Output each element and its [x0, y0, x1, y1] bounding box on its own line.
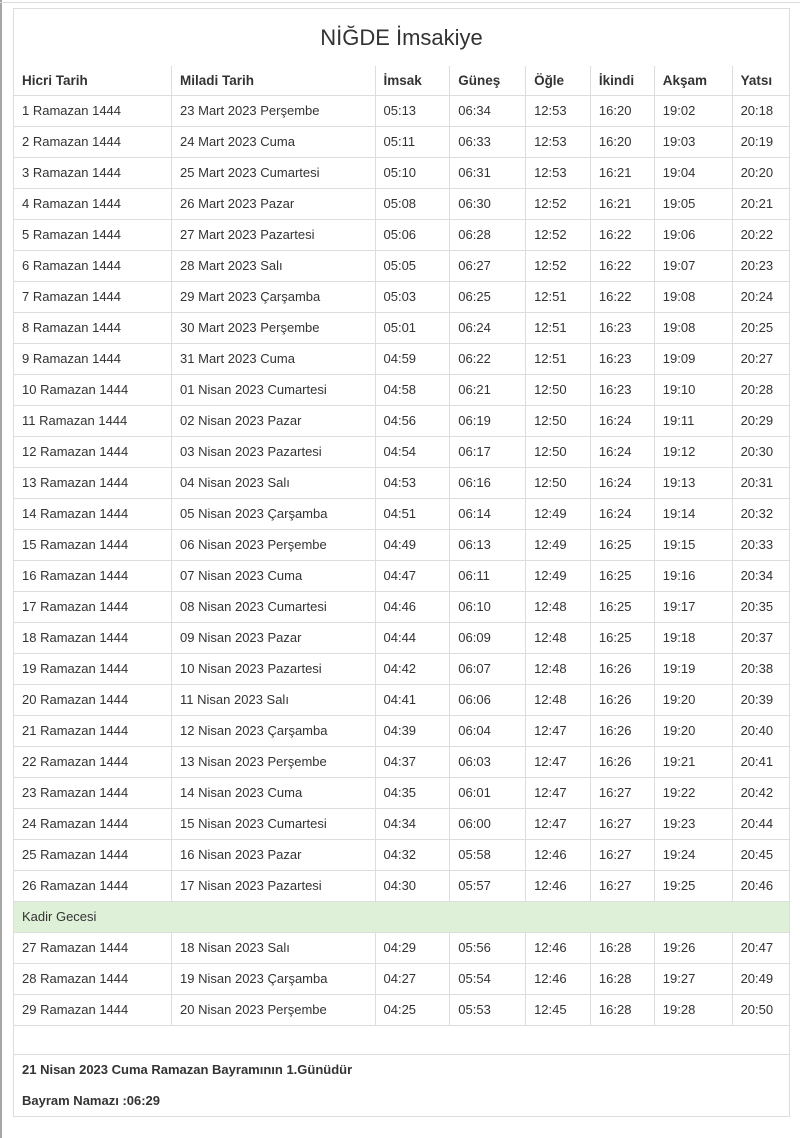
table-row: [14, 933, 789, 964]
cell-yatsi: 20:38: [732, 654, 789, 685]
cell-hicri-tarih: 2 Ramazan 1444: [14, 127, 172, 158]
table-row: [14, 499, 789, 530]
cell-yatsi: 20:18: [732, 96, 789, 127]
cell-gunes: 05:53: [450, 995, 526, 1026]
cell-miladi-tarih: 30 Mart 2023 Perşembe: [172, 313, 375, 344]
cell-aksam: 19:21: [654, 747, 732, 778]
cell-hicri-tarih: 1 Ramazan 1444: [14, 96, 172, 127]
table-row: [14, 158, 789, 189]
cell-gunes: 05:58: [450, 840, 526, 871]
cell-ogle: 12:50: [526, 375, 591, 406]
cell-hicri-tarih: 4 Ramazan 1444: [14, 189, 172, 220]
cell-miladi-tarih: 18 Nisan 2023 Salı: [172, 933, 375, 964]
table-row: [14, 406, 789, 437]
cell-ikindi: 16:22: [590, 251, 654, 282]
cell-ikindi: 16:26: [590, 747, 654, 778]
cell-ogle: 12:47: [526, 716, 591, 747]
footer-note-cell: [14, 1055, 789, 1117]
table-row: [14, 530, 789, 561]
cell-yatsi: 20:49: [732, 964, 789, 995]
cell-aksam: 19:11: [654, 406, 732, 437]
cell-gunes: 06:25: [450, 282, 526, 313]
cell-imsak: 04:51: [375, 499, 450, 530]
cell-miladi-tarih: 31 Mart 2023 Cuma: [172, 344, 375, 375]
page-title: NİĞDE İmsakiye: [320, 25, 483, 50]
cell-ogle: 12:51: [526, 313, 591, 344]
table-row: [14, 313, 789, 344]
cell-aksam: 19:26: [654, 933, 732, 964]
cell-aksam: 19:06: [654, 220, 732, 251]
cell-hicri-tarih: 7 Ramazan 1444: [14, 282, 172, 313]
cell-miladi-tarih: 05 Nisan 2023 Çarşamba: [172, 499, 375, 530]
cell-yatsi: 20:30: [732, 437, 789, 468]
column-header-aksam: Akşam: [654, 66, 732, 96]
cell-gunes: 06:21: [450, 375, 526, 406]
cell-hicri-tarih: 26 Ramazan 1444: [14, 871, 172, 902]
cell-miladi-tarih: 29 Mart 2023 Çarşamba: [172, 282, 375, 313]
cell-yatsi: 20:29: [732, 406, 789, 437]
cell-ogle: 12:49: [526, 499, 591, 530]
cell-ikindi: 16:21: [590, 189, 654, 220]
cell-miladi-tarih: 26 Mart 2023 Pazar: [172, 189, 375, 220]
cell-aksam: 19:15: [654, 530, 732, 561]
cell-yatsi: 20:28: [732, 375, 789, 406]
cell-gunes: 06:04: [450, 716, 526, 747]
table-row: [14, 220, 789, 251]
cell-ikindi: 16:27: [590, 840, 654, 871]
cell-imsak: 04:25: [375, 995, 450, 1026]
cell-ikindi: 16:25: [590, 623, 654, 654]
cell-aksam: 19:25: [654, 871, 732, 902]
cell-gunes: 06:24: [450, 313, 526, 344]
cell-ogle: 12:45: [526, 995, 591, 1026]
cell-imsak: 04:49: [375, 530, 450, 561]
imsakiye-panel: [13, 8, 790, 1117]
cell-ogle: 12:51: [526, 282, 591, 313]
table-row: [14, 592, 789, 623]
column-header-miladi-tarih: Miladi Tarih: [172, 66, 375, 96]
cell-yatsi: 20:44: [732, 809, 789, 840]
cell-yatsi: 20:45: [732, 840, 789, 871]
cell-aksam: 19:10: [654, 375, 732, 406]
cell-imsak: 04:54: [375, 437, 450, 468]
cell-ikindi: 16:25: [590, 592, 654, 623]
cell-ogle: 12:49: [526, 530, 591, 561]
cell-yatsi: 20:40: [732, 716, 789, 747]
cell-yatsi: 20:19: [732, 127, 789, 158]
cell-ogle: 12:46: [526, 964, 591, 995]
cell-yatsi: 20:33: [732, 530, 789, 561]
table-row: [14, 964, 789, 995]
table-row: [14, 654, 789, 685]
spacer-row: [14, 1026, 789, 1055]
cell-aksam: 19:13: [654, 468, 732, 499]
table-row: [14, 716, 789, 747]
cell-ikindi: 16:26: [590, 716, 654, 747]
table-row: [14, 127, 789, 158]
cell-aksam: 19:14: [654, 499, 732, 530]
bayram-day-note: 21 Nisan 2023 Cuma Ramazan Bayramının 1.Günüdür: [22, 1062, 353, 1077]
cell-miladi-tarih: 04 Nisan 2023 Salı: [172, 468, 375, 499]
cell-miladi-tarih: 15 Nisan 2023 Cumartesi: [172, 809, 375, 840]
cell-hicri-tarih: 21 Ramazan 1444: [14, 716, 172, 747]
cell-miladi-tarih: 20 Nisan 2023 Perşembe: [172, 995, 375, 1026]
cell-hicri-tarih: 27 Ramazan 1444: [14, 933, 172, 964]
cell-imsak: 04:53: [375, 468, 450, 499]
cell-aksam: 19:19: [654, 654, 732, 685]
cell-gunes: 06:06: [450, 685, 526, 716]
cell-imsak: 04:27: [375, 964, 450, 995]
cell-yatsi: 20:24: [732, 282, 789, 313]
cell-gunes: 05:57: [450, 871, 526, 902]
cell-imsak: 05:03: [375, 282, 450, 313]
cell-gunes: 06:07: [450, 654, 526, 685]
table-row: [14, 282, 789, 313]
cell-gunes: 05:54: [450, 964, 526, 995]
cell-ogle: 12:47: [526, 747, 591, 778]
cell-imsak: 04:56: [375, 406, 450, 437]
cell-aksam: 19:02: [654, 96, 732, 127]
cell-yatsi: 20:35: [732, 592, 789, 623]
cell-ikindi: 16:24: [590, 468, 654, 499]
cell-ogle: 12:50: [526, 406, 591, 437]
cell-hicri-tarih: 15 Ramazan 1444: [14, 530, 172, 561]
bayram-prayer-time-note: Bayram Namazı :06:29: [22, 1093, 161, 1108]
cell-ikindi: 16:24: [590, 406, 654, 437]
cell-imsak: 04:59: [375, 344, 450, 375]
cell-hicri-tarih: 3 Ramazan 1444: [14, 158, 172, 189]
cell-hicri-tarih: 22 Ramazan 1444: [14, 747, 172, 778]
cell-ikindi: 16:27: [590, 871, 654, 902]
cell-ikindi: 16:28: [590, 964, 654, 995]
screen-edge-left: [0, 0, 2, 1138]
cell-miladi-tarih: 06 Nisan 2023 Perşembe: [172, 530, 375, 561]
table-row: [14, 995, 789, 1026]
cell-ogle: 12:52: [526, 251, 591, 282]
cell-aksam: 19:08: [654, 282, 732, 313]
table-row: [14, 375, 789, 406]
cell-miladi-tarih: 23 Mart 2023 Perşembe: [172, 96, 375, 127]
cell-ikindi: 16:23: [590, 344, 654, 375]
cell-imsak: 04:46: [375, 592, 450, 623]
cell-ikindi: 16:26: [590, 654, 654, 685]
cell-yatsi: 20:23: [732, 251, 789, 282]
cell-miladi-tarih: 16 Nisan 2023 Pazar: [172, 840, 375, 871]
cell-hicri-tarih: 16 Ramazan 1444: [14, 561, 172, 592]
cell-ogle: 12:48: [526, 654, 591, 685]
cell-ikindi: 16:20: [590, 127, 654, 158]
cell-miladi-tarih: 10 Nisan 2023 Pazartesi: [172, 654, 375, 685]
cell-aksam: 19:12: [654, 437, 732, 468]
cell-gunes: 05:56: [450, 933, 526, 964]
cell-imsak: 04:30: [375, 871, 450, 902]
cell-imsak: 04:41: [375, 685, 450, 716]
cell-aksam: 19:03: [654, 127, 732, 158]
cell-aksam: 19:07: [654, 251, 732, 282]
cell-ikindi: 16:20: [590, 96, 654, 127]
cell-ogle: 12:53: [526, 158, 591, 189]
cell-imsak: 05:11: [375, 127, 450, 158]
cell-imsak: 04:29: [375, 933, 450, 964]
cell-ogle: 12:50: [526, 437, 591, 468]
cell-ikindi: 16:28: [590, 933, 654, 964]
cell-yatsi: 20:47: [732, 933, 789, 964]
cell-ikindi: 16:24: [590, 437, 654, 468]
column-header-hicri-tarih: Hicri Tarih: [14, 66, 172, 96]
column-header-yatsi: Yatsı: [732, 66, 789, 96]
cell-imsak: 04:58: [375, 375, 450, 406]
cell-yatsi: 20:42: [732, 778, 789, 809]
cell-miladi-tarih: 03 Nisan 2023 Pazartesi: [172, 437, 375, 468]
cell-miladi-tarih: 19 Nisan 2023 Çarşamba: [172, 964, 375, 995]
table-row: [14, 561, 789, 592]
cell-hicri-tarih: 18 Ramazan 1444: [14, 623, 172, 654]
table-row: [14, 344, 789, 375]
cell-gunes: 06:33: [450, 127, 526, 158]
cell-miladi-tarih: 02 Nisan 2023 Pazar: [172, 406, 375, 437]
cell-ogle: 12:48: [526, 623, 591, 654]
cell-imsak: 05:06: [375, 220, 450, 251]
cell-imsak: 04:39: [375, 716, 450, 747]
cell-aksam: 19:09: [654, 344, 732, 375]
cell-imsak: 05:08: [375, 189, 450, 220]
table-header: [14, 66, 789, 96]
cell-ogle: 12:46: [526, 840, 591, 871]
cell-hicri-tarih: 10 Ramazan 1444: [14, 375, 172, 406]
column-header-gunes: Güneş: [450, 66, 526, 96]
cell-aksam: 19:08: [654, 313, 732, 344]
cell-ogle: 12:53: [526, 127, 591, 158]
cell-miladi-tarih: 09 Nisan 2023 Pazar: [172, 623, 375, 654]
cell-aksam: 19:23: [654, 809, 732, 840]
kadir-gecesi-cell: Kadir Gecesi: [14, 902, 789, 933]
cell-yatsi: 20:31: [732, 468, 789, 499]
cell-miladi-tarih: 11 Nisan 2023 Salı: [172, 685, 375, 716]
cell-ogle: 12:46: [526, 871, 591, 902]
table-row: [14, 747, 789, 778]
table-row: [14, 623, 789, 654]
cell-hicri-tarih: 20 Ramazan 1444: [14, 685, 172, 716]
cell-miladi-tarih: 17 Nisan 2023 Pazartesi: [172, 871, 375, 902]
table-row: [14, 189, 789, 220]
cell-miladi-tarih: 13 Nisan 2023 Perşembe: [172, 747, 375, 778]
cell-ikindi: 16:22: [590, 282, 654, 313]
cell-imsak: 05:13: [375, 96, 450, 127]
cell-ikindi: 16:21: [590, 158, 654, 189]
column-header-ikindi: İkindi: [590, 66, 654, 96]
cell-imsak: 05:10: [375, 158, 450, 189]
cell-gunes: 06:34: [450, 96, 526, 127]
cell-hicri-tarih: 8 Ramazan 1444: [14, 313, 172, 344]
cell-aksam: 19:16: [654, 561, 732, 592]
cell-gunes: 06:16: [450, 468, 526, 499]
cell-hicri-tarih: 9 Ramazan 1444: [14, 344, 172, 375]
kadir-gecesi-row: [14, 902, 789, 933]
cell-yatsi: 20:25: [732, 313, 789, 344]
header-row: [14, 66, 789, 96]
cell-miladi-tarih: 12 Nisan 2023 Çarşamba: [172, 716, 375, 747]
cell-hicri-tarih: 11 Ramazan 1444: [14, 406, 172, 437]
cell-miladi-tarih: 24 Mart 2023 Cuma: [172, 127, 375, 158]
cell-yatsi: 20:41: [732, 747, 789, 778]
cell-ikindi: 16:23: [590, 375, 654, 406]
cell-yatsi: 20:37: [732, 623, 789, 654]
cell-gunes: 06:19: [450, 406, 526, 437]
table-row: [14, 778, 789, 809]
cell-aksam: 19:17: [654, 592, 732, 623]
cell-hicri-tarih: 6 Ramazan 1444: [14, 251, 172, 282]
cell-imsak: 04:37: [375, 747, 450, 778]
cell-hicri-tarih: 14 Ramazan 1444: [14, 499, 172, 530]
cell-ikindi: 16:26: [590, 685, 654, 716]
cell-yatsi: 20:46: [732, 871, 789, 902]
cell-miladi-tarih: 28 Mart 2023 Salı: [172, 251, 375, 282]
cell-gunes: 06:31: [450, 158, 526, 189]
cell-imsak: 04:47: [375, 561, 450, 592]
table-row: [14, 437, 789, 468]
cell-imsak: 04:32: [375, 840, 450, 871]
cell-yatsi: 20:34: [732, 561, 789, 592]
cell-aksam: 19:22: [654, 778, 732, 809]
prayer-times-table: [14, 66, 789, 1116]
table-row: [14, 685, 789, 716]
cell-ikindi: 16:24: [590, 499, 654, 530]
table-row: [14, 840, 789, 871]
cell-ikindi: 16:27: [590, 778, 654, 809]
cell-yatsi: 20:21: [732, 189, 789, 220]
cell-hicri-tarih: 19 Ramazan 1444: [14, 654, 172, 685]
cell-gunes: 06:03: [450, 747, 526, 778]
cell-miladi-tarih: 27 Mart 2023 Pazartesi: [172, 220, 375, 251]
cell-imsak: 04:35: [375, 778, 450, 809]
cell-aksam: 19:20: [654, 716, 732, 747]
cell-ikindi: 16:28: [590, 995, 654, 1026]
table-row: [14, 468, 789, 499]
cell-gunes: 06:01: [450, 778, 526, 809]
cell-gunes: 06:28: [450, 220, 526, 251]
cell-miladi-tarih: 25 Mart 2023 Cumartesi: [172, 158, 375, 189]
cell-ikindi: 16:23: [590, 313, 654, 344]
cell-imsak: 04:34: [375, 809, 450, 840]
cell-aksam: 19:24: [654, 840, 732, 871]
cell-gunes: 06:09: [450, 623, 526, 654]
cell-yatsi: 20:32: [732, 499, 789, 530]
cell-aksam: 19:04: [654, 158, 732, 189]
cell-miladi-tarih: 14 Nisan 2023 Cuma: [172, 778, 375, 809]
screen-edge-top: [0, 2, 800, 3]
cell-ikindi: 16:27: [590, 809, 654, 840]
cell-gunes: 06:14: [450, 499, 526, 530]
cell-gunes: 06:30: [450, 189, 526, 220]
cell-yatsi: 20:22: [732, 220, 789, 251]
cell-aksam: 19:27: [654, 964, 732, 995]
footer-note-row: [14, 1055, 789, 1117]
spacer-cell: [14, 1026, 789, 1055]
cell-yatsi: 20:20: [732, 158, 789, 189]
column-header-ogle: Öğle: [526, 66, 591, 96]
cell-ogle: 12:53: [526, 96, 591, 127]
cell-ogle: 12:48: [526, 592, 591, 623]
cell-gunes: 06:13: [450, 530, 526, 561]
cell-miladi-tarih: 08 Nisan 2023 Cumartesi: [172, 592, 375, 623]
table-footer: [14, 1026, 789, 1117]
cell-gunes: 06:27: [450, 251, 526, 282]
cell-gunes: 06:22: [450, 344, 526, 375]
cell-hicri-tarih: 29 Ramazan 1444: [14, 995, 172, 1026]
cell-aksam: 19:20: [654, 685, 732, 716]
table-row: [14, 809, 789, 840]
cell-imsak: 05:01: [375, 313, 450, 344]
cell-ogle: 12:47: [526, 778, 591, 809]
cell-ogle: 12:48: [526, 685, 591, 716]
cell-yatsi: 20:27: [732, 344, 789, 375]
cell-imsak: 04:42: [375, 654, 450, 685]
cell-hicri-tarih: 28 Ramazan 1444: [14, 964, 172, 995]
cell-ogle: 12:52: [526, 220, 591, 251]
table-row: [14, 251, 789, 282]
cell-hicri-tarih: 17 Ramazan 1444: [14, 592, 172, 623]
cell-ogle: 12:49: [526, 561, 591, 592]
cell-gunes: 06:10: [450, 592, 526, 623]
cell-ogle: 12:52: [526, 189, 591, 220]
cell-ogle: 12:51: [526, 344, 591, 375]
cell-imsak: 05:05: [375, 251, 450, 282]
cell-hicri-tarih: 24 Ramazan 1444: [14, 809, 172, 840]
cell-hicri-tarih: 23 Ramazan 1444: [14, 778, 172, 809]
cell-gunes: 06:17: [450, 437, 526, 468]
cell-ikindi: 16:25: [590, 530, 654, 561]
cell-hicri-tarih: 12 Ramazan 1444: [14, 437, 172, 468]
cell-miladi-tarih: 01 Nisan 2023 Cumartesi: [172, 375, 375, 406]
cell-ikindi: 16:25: [590, 561, 654, 592]
cell-ogle: 12:50: [526, 468, 591, 499]
cell-aksam: 19:05: [654, 189, 732, 220]
cell-ogle: 12:47: [526, 809, 591, 840]
cell-gunes: 06:00: [450, 809, 526, 840]
table-row: [14, 96, 789, 127]
cell-hicri-tarih: 25 Ramazan 1444: [14, 840, 172, 871]
cell-hicri-tarih: 13 Ramazan 1444: [14, 468, 172, 499]
column-header-imsak: İmsak: [375, 66, 450, 96]
cell-aksam: 19:18: [654, 623, 732, 654]
cell-ikindi: 16:22: [590, 220, 654, 251]
cell-hicri-tarih: 5 Ramazan 1444: [14, 220, 172, 251]
table-body: [14, 96, 789, 1026]
cell-yatsi: 20:39: [732, 685, 789, 716]
cell-aksam: 19:28: [654, 995, 732, 1026]
table-row: [14, 871, 789, 902]
cell-gunes: 06:11: [450, 561, 526, 592]
cell-miladi-tarih: 07 Nisan 2023 Cuma: [172, 561, 375, 592]
cell-yatsi: 20:50: [732, 995, 789, 1026]
cell-ogle: 12:46: [526, 933, 591, 964]
cell-imsak: 04:44: [375, 623, 450, 654]
